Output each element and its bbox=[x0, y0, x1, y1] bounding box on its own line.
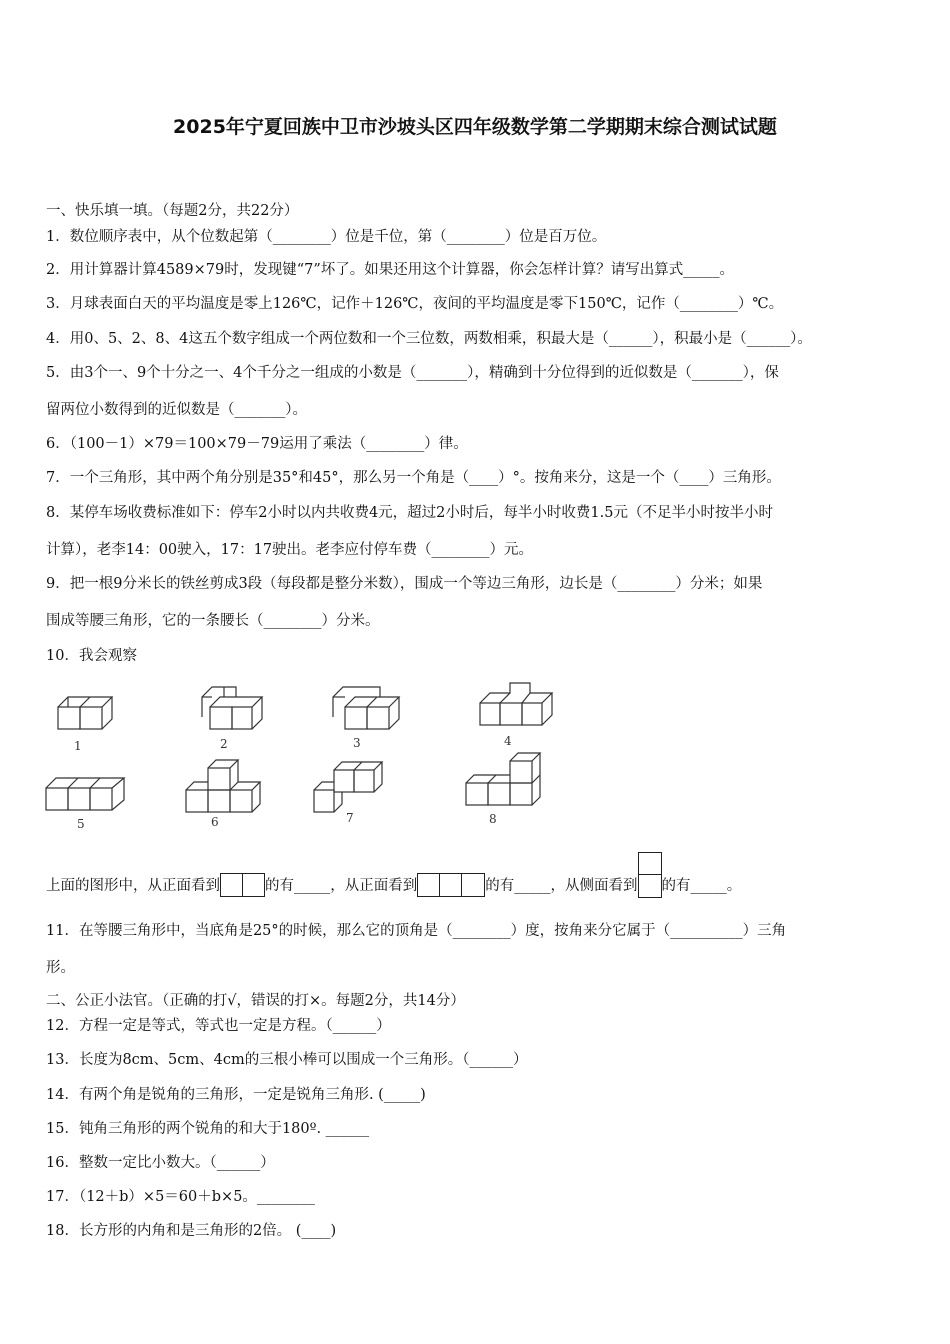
question-16: 16．整数一定比小数大。（______） bbox=[46, 1155, 275, 1171]
figure-label-5: 5 bbox=[77, 817, 85, 831]
question-18: 18．长方形的内角和是三角形的2倍。 (____) bbox=[46, 1223, 337, 1239]
question-2: 2．用计算器计算4589×79时，发现键“7”坏了。如果还用这个计算器，你会怎样计算？请写出算式_____。 bbox=[46, 262, 735, 278]
view-text-1: 上面的图形中，从正面看到 bbox=[46, 878, 220, 894]
question-11-line2: 形。 bbox=[46, 960, 75, 976]
question-8-line2: 计算），老李14：00驶入，17：17驶出。老李应付停车费（________）元。 bbox=[46, 542, 534, 558]
question-12: 12．方程一定是等式，等式也一定是方程。（______） bbox=[46, 1018, 391, 1034]
figure-label-8: 8 bbox=[489, 812, 497, 826]
two-square-view-icon bbox=[220, 873, 265, 897]
figure-label-6: 6 bbox=[211, 815, 219, 829]
page-title: 2025年宁夏回族中卫市沙坡头区四年级数学第二学期期末综合测试试题 bbox=[173, 116, 777, 138]
question-17: 17．（12＋b）×5＝60＋b×5。________ bbox=[46, 1189, 315, 1205]
figure-labels bbox=[74, 734, 512, 831]
figure-label-4: 4 bbox=[504, 734, 512, 748]
three-square-view-icon bbox=[417, 873, 485, 897]
question-6: 6．（100－1）×79＝100×79－79运用了乘法（________）律。 bbox=[46, 436, 468, 452]
question-13: 13．长度为8cm、5cm、4cm的三根小棒可以围成一个三角形。（______） bbox=[46, 1052, 528, 1068]
question-14: 14．有两个角是锐角的三角形，一定是锐角三角形. (_____) bbox=[46, 1087, 426, 1103]
cube-figure-5 bbox=[46, 778, 124, 810]
question-10: 10．我会观察 bbox=[46, 648, 137, 664]
cube-figure-2 bbox=[202, 687, 262, 729]
cube-figure-6 bbox=[186, 760, 260, 812]
section2-heading: 二、公正小法官。（正确的打√，错误的打×。每题2分，共14分） bbox=[46, 993, 465, 1009]
figure-label-1: 1 bbox=[74, 739, 82, 753]
question-3: 3．月球表面白天的平均温度是零上126℃，记作＋126℃，夜间的平均温度是零下150℃，记作（________）℃。 bbox=[46, 296, 784, 312]
cube-figure-1 bbox=[58, 697, 112, 729]
question-11-line1: 11．在等腰三角形中，当底角是25°的时候，那么它的顶角是（________）度，按角来分它属于（__________）三角 bbox=[46, 923, 787, 939]
view-text-2: 的有_____，从正面看到 bbox=[265, 878, 418, 894]
view-text-3: 的有_____，从侧面看到 bbox=[485, 878, 638, 894]
question-7: 7．一个三角形，其中两个角分别是35°和45°，那么另一个角是（____）°。按角来分，这是一个（____）三角形。 bbox=[46, 470, 781, 486]
cube-figures bbox=[40, 680, 560, 840]
question-4: 4．用0、5、2、8、4这五个数字组成一个两位数和一个三位数，两数相乘，积最大是（______），积最小是（______）。 bbox=[46, 331, 812, 347]
cube-figure-4 bbox=[480, 683, 552, 725]
section1-heading: 一、快乐填一填。（每题2分，共22分） bbox=[46, 203, 299, 219]
question-1: 1．数位顺序表中，从个位数起第（________）位是千位，第（________）位是百万位。 bbox=[46, 229, 607, 245]
figure-label-3: 3 bbox=[353, 736, 361, 750]
cube-figure-8 bbox=[466, 753, 540, 805]
question-10-views bbox=[46, 874, 741, 898]
cube-figure-3 bbox=[333, 687, 399, 729]
figure-label-2: 2 bbox=[220, 737, 228, 751]
question-8-line1: 8．某停车场收费标准如下：停车2小时以内共收费4元，超过2小时后，每半小时收费1.5元（不足半小时按半小时 bbox=[46, 505, 773, 521]
figure-label-7: 7 bbox=[346, 811, 354, 825]
cube-figure-7 bbox=[314, 762, 382, 812]
question-15: 15．钝角三角形的两个锐角的和大于180º. ______ bbox=[46, 1121, 370, 1137]
question-9-line1: 9．把一根9分米长的铁丝剪成3段（每段都是整分米数），围成一个等边三角形，边长是（________）分米；如果 bbox=[46, 576, 763, 592]
question-5-line2: 留两位小数得到的近似数是（_______）。 bbox=[46, 402, 307, 418]
question-9-line2: 围成等腰三角形，它的一条腰长（________）分米。 bbox=[46, 613, 380, 629]
view-text-4: 的有_____。 bbox=[661, 878, 742, 894]
vertical-two-square-view-icon bbox=[638, 852, 662, 898]
question-5-line1: 5．由3个一、9个十分之一、4个千分之一组成的小数是（_______），精确到十分位得到的近似数是（_______），保 bbox=[46, 365, 779, 381]
